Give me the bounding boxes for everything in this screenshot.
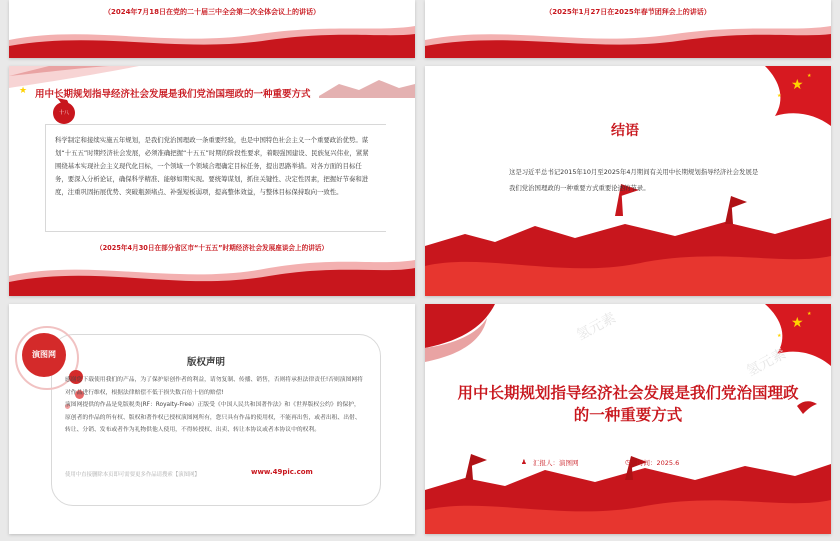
- slide5-body: 感谢您下载使用我们的产品，为了保护原创作者的利益，请勿复制、传播、销售，否则将承担法律责任!否则演图网将对作品进行维权，根据法律赔偿不低于损失数百倍十倍的赔偿! 演图网提供的作品是免版税类(RF：Royalty-Free）正版受《中国人民共和国著作法》和《世界版权公约》的保护，原创者的作品的所有权、版权和著作权已授权演图网所有，您只具有作品的使用权，不能再出售，或者出租、出借、转让、分销、发布或者作为礼物供他人使用，不得转授权、出卖、转让本协议或者本协议中的权利。: [65, 377, 363, 434]
- logo: 演图网: [22, 333, 66, 377]
- star-icon: ★: [807, 73, 812, 79]
- slide5-title: 版权声明: [187, 357, 226, 368]
- user-icon: ♟: [521, 458, 527, 466]
- slide3-title: 用中长期规划指导经济社会发展是我们党治国理政的一种重要方式: [35, 89, 311, 100]
- red-wave-decoration: [425, 18, 831, 58]
- reporter-label: 汇报人：演图网: [533, 459, 579, 467]
- slide6-title: 用中长期规划指导经济社会发展是我们党治国理政的一种重要方式: [457, 384, 799, 424]
- slide-6[interactable]: [425, 304, 831, 534]
- slide3-caption: （2025年4月30日在部分省区市“十五五”时期经济社会发展座谈会上的讲话）: [95, 244, 328, 252]
- website-link[interactable]: www.49pic.com: [251, 468, 313, 476]
- badge-circle: 十八: [53, 102, 75, 124]
- star-icon: ★: [791, 315, 804, 331]
- red-wave-decoration: [9, 250, 415, 296]
- slide1-caption: （2024年7月18日在党的二十届三中全会第二次全体会议上的讲话）: [103, 8, 321, 16]
- watermark: 氢元素: [574, 309, 619, 344]
- slide5-footer: 使用中直接删除本页即可需要更多作品请搜索【演图网】: [65, 472, 200, 478]
- slide-1[interactable]: [9, 0, 415, 58]
- star-icon: ★: [777, 333, 782, 339]
- slide4-body: 这是习近平总书记2015年10月至2025年4月期间有关用中长期规划指导经济社会发展是我们党治国理政的一种重要方式重要论述的节录。: [509, 168, 759, 192]
- slide-5[interactable]: [9, 304, 415, 534]
- star-icon: ★: [19, 86, 28, 96]
- slide2-caption: （2025年1月27日在2025年春节团拜会上的讲话）: [545, 8, 711, 16]
- star-icon: ★: [807, 311, 812, 317]
- time-label: 时间：2025.6: [637, 459, 680, 467]
- slide3-body: 科学制定和接续实施五年规划，是我们党治国理政一条重要经验，也是中国特色社会主义一个重要政治优势。谋划“十五五”时期经济社会发展，必须准确把握“十五五”时期的阶段性要求，着眼强国建设、民族复兴伟业，紧紧围绕基本实现社会主义现代化目标，一个领域一个领域合理确定目标任务，提出思路举措。对各方面的目标任务，要深入分析论证，确保科学精准、能够如期实现。要统筹谋划，抓住关键性、决定性因素，把握好节奏和进度，注重巩固拓展优势、突破瓶颈堵点、补强短板弱项，提高整体效益，与整体目标保持取向一致性。: [55, 136, 369, 196]
- slide4-heading: 结语: [611, 123, 639, 139]
- clock-icon: ◷: [625, 458, 631, 466]
- star-icon: ★: [791, 77, 804, 93]
- watermark: 氢元素: [744, 345, 789, 380]
- star-icon: ★: [777, 93, 782, 99]
- slide-3[interactable]: [9, 66, 415, 296]
- slide-4[interactable]: [425, 66, 831, 296]
- red-wave-decoration: [9, 18, 415, 58]
- slide-2[interactable]: [425, 0, 831, 58]
